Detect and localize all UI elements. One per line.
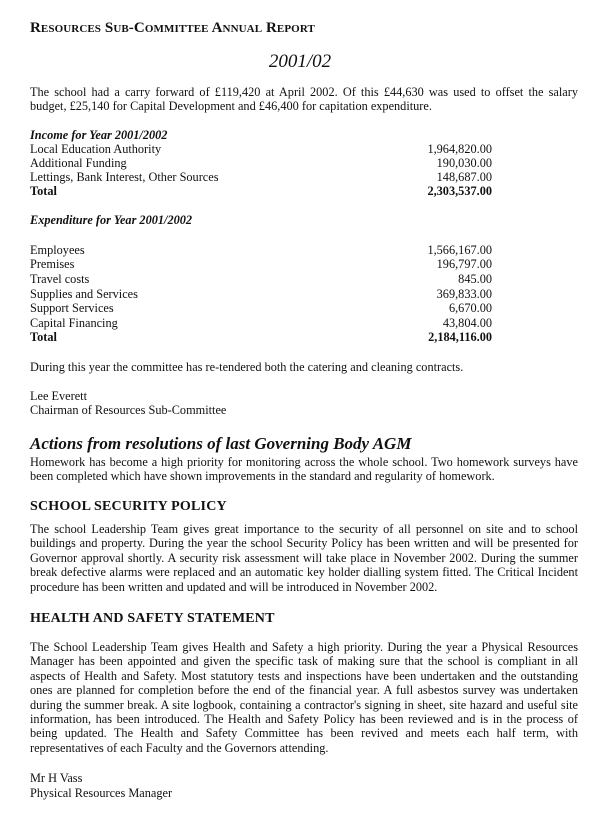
- expenditure-row: [30, 316, 492, 330]
- signatory-role: Physical Resources Manager: [30, 786, 173, 800]
- intro-paragraph: The school had a carry forward of £119,420 at April 2002. Of this £44,630 was used to offset the salary budget, £25,140 for Capital Development and £46,400 for capitation expenditure.: [30, 85, 578, 114]
- expenditure-row-value: 6,670.00: [448, 301, 492, 315]
- security-heading: SCHOOL SECURITY POLICY: [30, 499, 227, 514]
- expenditure-total-row: [30, 330, 492, 344]
- security-paragraph: The school Leadership Team gives great importance to the security of all personnel on site and to school buildings and property. During the year the school Security Policy has been written and will be presented for Governor approval shortly. A security risk assessment will take place in November 2002. During the summer break defective alarms were replaced and an automatic key holder dialling system fitted. The Critical Incident procedure has been written and updated and will be introduced in November 2002.: [30, 522, 578, 594]
- expenditure-row-value: 369,833.00: [436, 287, 492, 301]
- expenditure-row-value: 43,804.00: [442, 316, 492, 330]
- income-row: [30, 156, 492, 170]
- expenditure-total-label: Total: [30, 330, 57, 344]
- contracts-note: During this year the committee has re-tendered both the catering and cleaning contracts.: [30, 360, 464, 374]
- income-row-label: Lettings, Bank Interest, Other Sources: [30, 170, 219, 184]
- income-heading: Income for Year 2001/2002: [30, 128, 168, 142]
- expenditure-row: [30, 287, 492, 301]
- expenditure-row-label: Travel costs: [30, 272, 90, 286]
- actions-paragraph: Homework has become a high priority for monitoring across the whole school. Two homework surveys have been completed which have shown improvements in the standard and regularity of homework.: [30, 455, 578, 484]
- income-row-value: 1,964,820.00: [427, 142, 492, 156]
- report-year: 2001/02: [268, 51, 332, 72]
- health-paragraph: The School Leadership Team gives Health and Safety a high priority. During the year a Physical Resources Manager has been appointed and given the specific task of making sure that the school is compliant in all aspects of Health and Safety. Most statutory tests and inspections have been undertaken and the outstanding ones are planned for completion before the end of the financial year. A full asbestos survey was undertaken during the summer break. A site logbook, containing a contractor's signing in sheet, site hazard and useful site information, has been introduced. The Health and Safety Policy has been reviewed and is in the process of being updated. The Health and Safety Committee has been revived and meets each half term, with representatives of each Faculty and the Governors attending.: [30, 640, 578, 755]
- expenditure-row-label: Premises: [30, 257, 75, 271]
- income-row-label: Local Education Authority: [30, 142, 162, 156]
- income-row-label: Additional Funding: [30, 156, 127, 170]
- expenditure-row-label: Capital Financing: [30, 316, 118, 330]
- income-row-value: 190,030.00: [436, 156, 492, 170]
- income-total-row: [30, 184, 492, 198]
- expenditure-row-label: Employees: [30, 243, 85, 257]
- report-title: Resources Sub-Committee Annual Report: [30, 20, 315, 36]
- signatory-name: Lee Everett: [30, 389, 88, 403]
- expenditure-row-label: Supplies and Services: [30, 287, 138, 301]
- expenditure-row-label: Support Services: [30, 301, 114, 315]
- income-row: [30, 170, 492, 184]
- income-row: [30, 142, 492, 156]
- expenditure-row: [30, 243, 492, 257]
- income-row-value: 148,687.00: [436, 170, 492, 184]
- signatory-role: Chairman of Resources Sub-Committee: [30, 403, 227, 417]
- expenditure-row: [30, 301, 492, 315]
- health-heading: HEALTH AND SAFETY STATEMENT: [30, 611, 275, 626]
- expenditure-heading: Expenditure for Year 2001/2002: [30, 213, 193, 227]
- income-total-value: 2,303,537.00: [427, 184, 492, 198]
- income-total-label: Total: [30, 184, 57, 198]
- expenditure-row-value: 196,797.00: [436, 257, 492, 271]
- expenditure-row: [30, 257, 492, 271]
- expenditure-row: [30, 272, 492, 286]
- expenditure-row-value: 845.00: [458, 272, 492, 286]
- actions-heading: Actions from resolutions of last Governing Body AGM: [30, 434, 412, 453]
- expenditure-total-value: 2,184,116.00: [428, 330, 492, 344]
- expenditure-row-value: 1,566,167.00: [427, 243, 492, 257]
- signatory-name: Mr H Vass: [30, 771, 83, 785]
